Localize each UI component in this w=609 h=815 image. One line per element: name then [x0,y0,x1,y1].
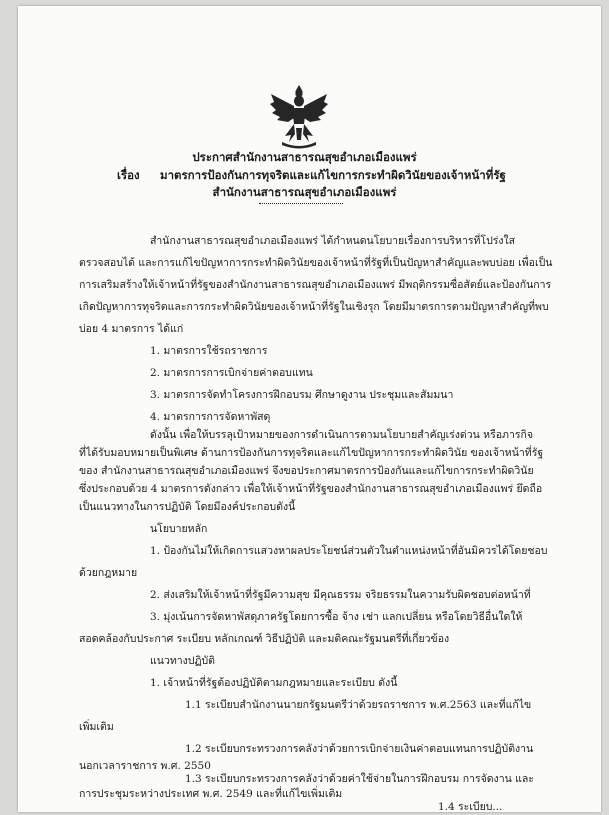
subject-label: เรื่อง [117,168,140,182]
policy-item: 1. ป้องกันไม่ให้เกิดการแสวงหาผลประโยชน์ส่วนตัวในตำแหน่งหน้าที่อันมิควรได้โดยชอบ [150,545,548,557]
issuer-name: สำนักงานสาธารณสุขอำเภอเมืองแพร่ [212,185,397,199]
title-divider [259,203,343,204]
measure-item: 1. มาตรการใช้รถราชการ [150,345,268,357]
subject-text: มาตรการป้องกันการทุจริตและแก้ไขการกระทำผิดวินัยของเจ้าหน้าที่รัฐ [160,168,506,182]
policy-item: 2. ส่งเสริมให้เจ้าหน้าที่รัฐมีความสุข มีคุณธรรม จริยธรรมในความรับผิดชอบต่อหน้าที่ [150,589,531,601]
policy-item: 3. มุ่งเน้นการจัดหาพัสดุภาครัฐโดยการซื้อ จ้าง เช่า แลกเปลี่ยน หรือโดยวิธีอื่นใดให้ [150,611,523,623]
announcement-title: ประกาศสำนักงานสาธารณสุขอำเภอเมืองแพร่ [192,150,417,164]
garuda-emblem-icon [268,82,330,150]
intro-line: การเสริมสร้างให้เจ้าหน้าที่รัฐของสำนักงานสาธารณสุขอำเภอเมืองแพร่ มีพฤติกรรมซื่อสัตย์และป้องกันการ [79,279,552,291]
policy-item: สอดคล้องกับประกาศ ระเบียบ หลักเกณฑ์ วิธีปฏิบัติ และมติคณะรัฐมนตรีที่เกี่ยวข้อง [79,633,450,645]
guideline-item: 1.1 ระเบียบสำนักงานนายกรัฐมนตรีว่าด้วยรถราชการ พ.ศ.2563 และที่แก้ไข [185,699,532,711]
intro-line: ตรวจสอบได้ และการแก้ไขปัญหาการกระทำผิดวินัยของเจ้าหน้าที่รัฐที่เป็นปัญหาสำคัญและพบบ่อย เพื่อเป็น [79,257,553,269]
measure-item: 3. มาตรการจัดทำโครงการฝึกอบรม ศึกษาดูงาน ประชุมและสัมมนา [150,389,454,401]
continuation-text: 1.4 ระเบียบ... [438,801,503,813]
paragraph-line: ที่ได้รับมอบหมายเป็นพิเศษ ด้านการป้องกันการทุจริตและแก้ไขปัญหาการกระทำผิดวินัย ของเจ้าหน้าที่รัฐ [79,447,544,459]
paragraph-line: เป็นแนวทางในการปฏิบัติ โดยมีองค์ประกอบดังนี้ [79,501,296,513]
guideline-item: 1.3 ระเบียบกระทรวงการคลังว่าด้วยค่าใช้จ่ายในการฝึกอบรม การจัดงาน และ [185,773,534,785]
paragraph-line: ของ สำนักงานสาธารณสุขอำเภอเมืองแพร่ จึงขอประกาศมาตรการป้องกันและแก้ไขการกระทำผิดวินัย [79,465,534,477]
paragraph-line: ดังนั้น เพื่อให้บรรลุเป้าหมายของการดำเนินการตามนโยบายสำคัญเร่งด่วน หรือภารกิจ [150,429,533,441]
intro-line: สำนักงานสาธารณสุขอำเภอเมืองแพร่ ได้กำหนดนโยบายเรื่องการบริหารที่โปร่งใส [150,235,516,247]
guideline-heading: แนวทางปฏิบัติ [150,655,215,667]
policy-item: ด้วยกฎหมาย [79,567,138,579]
intro-line: เกิดปัญหาการทุจริตและการกระทำผิดวินัยของเจ้าหน้าที่รัฐในเชิงรุก โดยมีมาตรการตามปัญหาสำคัญที่พบ [79,301,549,313]
guideline-item: เพิ่มเติม [79,721,114,733]
guideline-item: การประชุมระหว่างประเทศ พ.ศ. 2549 และที่แก้ไขเพิ่มเติม [79,788,343,800]
measure-item: 2. มาตรการการเบิกจ่ายค่าตอบแทน [150,367,313,379]
guideline-item: นอกเวลาราชการ พ.ศ. 2550 [79,760,211,772]
measure-item: 4. มาตรการการจัดหาพัสดุ [150,411,271,423]
intro-line: บ่อย 4 มาตรการ ได้แก่ [79,323,184,335]
guideline-item: 1.2 ระเบียบกระทรวงการคลังว่าด้วยการเบิกจ่ายเงินค่าตอบแทนการปฏิบัติงาน [185,743,534,755]
paragraph-line: ซึ่งประกอบด้วย 4 มาตรการดังกล่าว เพื่อให้เจ้าหน้าที่รัฐของสำนักงานสาธารณสุขอำเภอเมืองแพร่ ยึดถือ [79,483,543,495]
policy-heading: นโยบายหลัก [150,523,208,535]
guideline-item: 1. เจ้าหน้าที่รัฐต้องปฏิบัติตามกฎหมายและระเบียบ ดังนี้ [150,677,398,689]
